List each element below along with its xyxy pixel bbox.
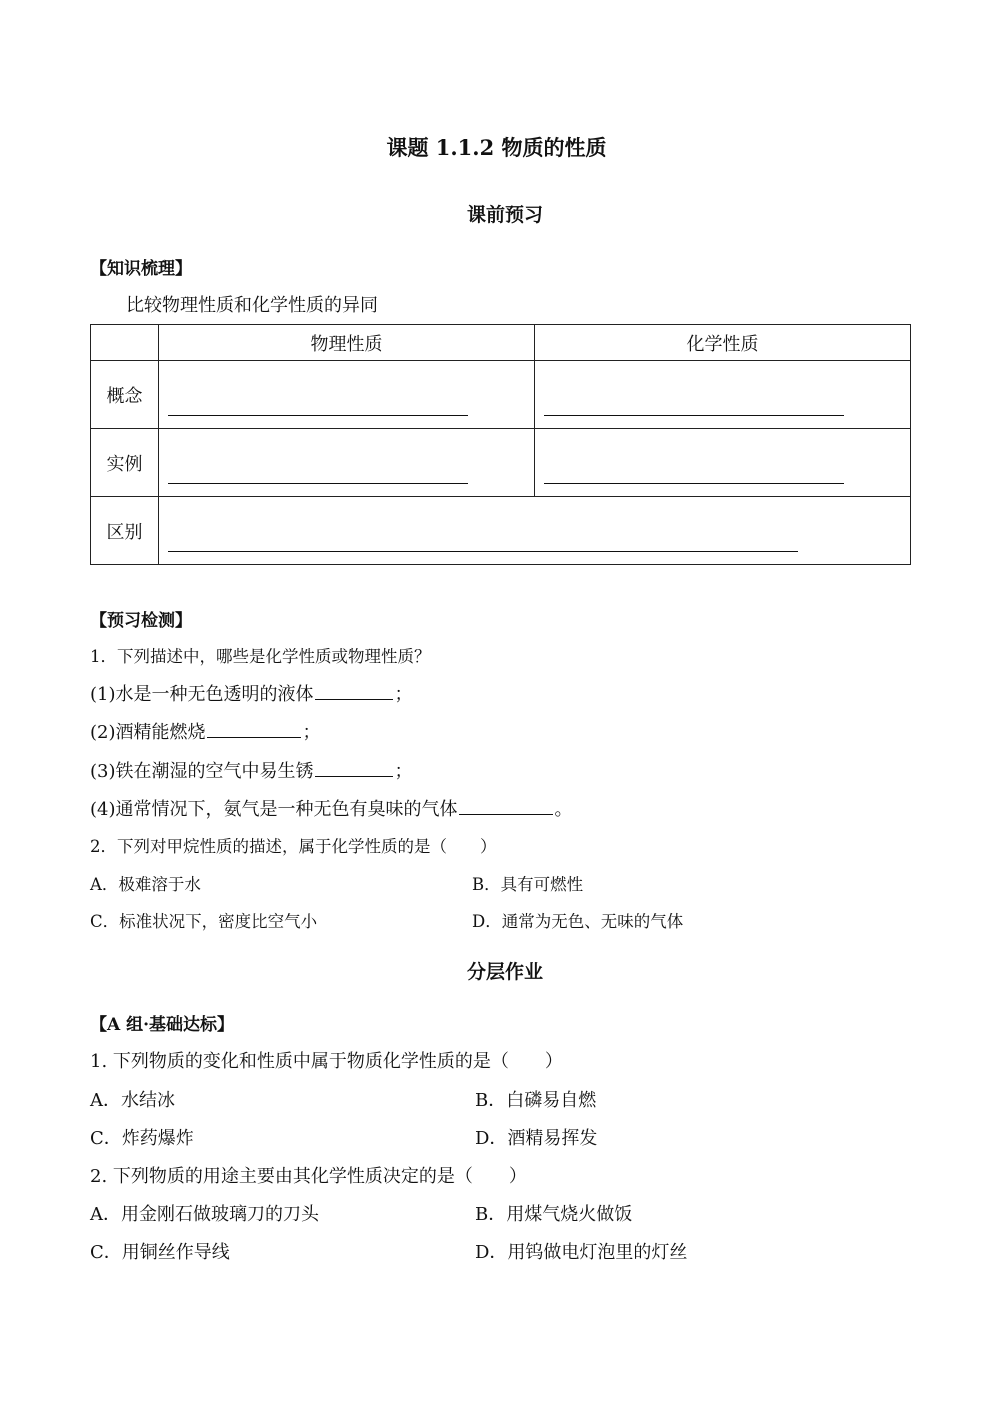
- check-q2-option-d[interactable]: D．通常为无色、无味的气体: [472, 912, 684, 931]
- answer-blank[interactable]: [315, 681, 393, 700]
- answer-line: [544, 415, 844, 416]
- answer-line: [168, 483, 468, 484]
- group-a-label: 【A 组·基础达标】: [90, 1015, 235, 1035]
- group-a-q2-stem: 2. 下列物质的用途主要由其化学性质决定的是（ ）: [90, 1166, 527, 1187]
- group-a-q2-option-a[interactable]: A．用金刚石做玻璃刀的刀头: [90, 1204, 319, 1225]
- check-q2-option-b[interactable]: B．具有可燃性: [472, 875, 584, 894]
- cell-example-chemical[interactable]: [535, 429, 911, 497]
- row-label-concept: 概念: [91, 361, 159, 429]
- knowledge-intro: 比较物理性质和化学性质的异同: [126, 295, 378, 316]
- preview-heading: 课前预习: [466, 204, 543, 226]
- answer-blank[interactable]: [459, 796, 553, 815]
- cell-example-physical[interactable]: [159, 429, 535, 497]
- group-a-q1-option-b[interactable]: B．白磷易自燃: [475, 1090, 597, 1111]
- check-q2-option-a[interactable]: A．极难溶于水: [90, 875, 201, 894]
- cell-concept-chemical[interactable]: [535, 361, 911, 429]
- knowledge-label: 【知识梳理】: [90, 259, 192, 279]
- comparison-table: [90, 324, 911, 565]
- group-a-q2-option-c[interactable]: C．用铜丝作导线: [90, 1242, 230, 1263]
- group-a-q1-option-d[interactable]: D．酒精易挥发: [475, 1128, 598, 1149]
- answer-blank[interactable]: [207, 719, 301, 738]
- answer-line: [168, 415, 468, 416]
- header-chemical: 化学性质: [535, 325, 911, 361]
- cell-difference[interactable]: [159, 497, 911, 565]
- check-q1-item-4: (4)通常情况下，氨气是一种无色有臭味的气体 。: [90, 795, 573, 821]
- check-q1-item-1: (1)水是一种无色透明的液体 ；: [90, 680, 413, 706]
- check-q1-item-3: (3)铁在潮湿的空气中易生锈 ；: [90, 757, 413, 783]
- homework-heading: 分层作业: [466, 961, 543, 983]
- row-label-example: 实例: [91, 429, 159, 497]
- table-corner-cell: [91, 325, 159, 361]
- check-label: 【预习检测】: [90, 611, 192, 631]
- group-a-q1-stem: 1. 下列物质的变化和性质中属于物质化学性质的是（ ）: [90, 1051, 563, 1072]
- check-q2-option-c[interactable]: C．标准状况下，密度比空气小: [90, 912, 318, 931]
- answer-line: [168, 551, 798, 552]
- page-title: 课题 1.1.2 物质的性质: [386, 135, 607, 160]
- check-q1-stem: 1．下列描述中，哪些是化学性质或物理性质？: [90, 647, 431, 666]
- group-a-q2-option-b[interactable]: B．用煤气烧火做饭: [475, 1204, 633, 1225]
- row-label-difference: 区别: [91, 497, 159, 565]
- header-physical: 物理性质: [159, 325, 535, 361]
- group-a-q1-option-a[interactable]: A．水结冰: [90, 1090, 175, 1111]
- check-q2-stem: 2．下列对甲烷性质的描述，属于化学性质的是（ ）: [90, 837, 497, 856]
- answer-blank[interactable]: [315, 758, 393, 777]
- check-q1-item-2: (2)酒精能燃烧 ；: [90, 718, 321, 744]
- group-a-q2-option-d[interactable]: D．用钨做电灯泡里的灯丝: [475, 1242, 688, 1263]
- group-a-q1-option-c[interactable]: C．炸药爆炸: [90, 1128, 194, 1149]
- answer-line: [544, 483, 844, 484]
- cell-concept-physical[interactable]: [159, 361, 535, 429]
